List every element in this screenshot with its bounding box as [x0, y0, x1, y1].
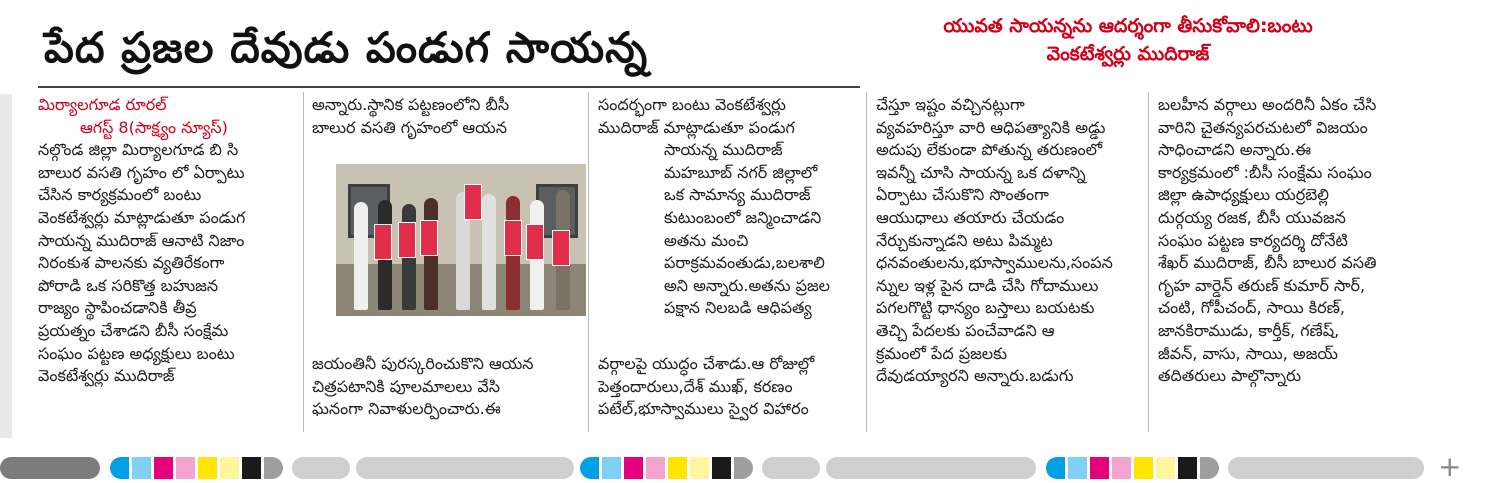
photo-poster — [504, 220, 522, 256]
text-line: వెంకటేశ్వర్లు ముదిరాజ్ — [38, 366, 175, 386]
color-swatch — [1156, 457, 1175, 479]
text-line: తదితరులు పాల్గొన్నారు — [1158, 366, 1302, 386]
color-swatch — [1090, 457, 1109, 479]
color-swatch — [1200, 457, 1219, 479]
color-swatch — [110, 457, 129, 479]
text-line: గృహ వార్డెన్ తరుణ్ కుమార్ సార్, — [1158, 275, 1366, 295]
text-line: అతను మంచి — [664, 230, 749, 250]
color-swatch — [712, 457, 731, 479]
column-2 — [312, 94, 582, 139]
text-line: కార్యక్రమంలో :బీసీ సంక్షేమ సంఘం — [1158, 162, 1372, 182]
text-line: పరాక్రమవంతుడు,బలశాలి — [664, 253, 825, 273]
dateline-place: మిర్యాలగూడ రూరల్ — [38, 95, 167, 114]
column-divider — [1148, 92, 1149, 432]
color-bar-pill — [826, 457, 1036, 479]
color-bar-pill — [292, 457, 350, 479]
column-divider — [303, 92, 304, 432]
text-line: తెచ్చి పేదలకు పంచేవాడని ఆ — [876, 320, 1055, 340]
color-swatch — [1178, 457, 1197, 479]
text-line: చేస్తూ ఇష్టం వచ్చినట్లుగా — [876, 95, 1025, 114]
color-swatch — [690, 457, 709, 479]
color-swatch — [264, 457, 283, 479]
text-line: ఆయుధాలు తయారు చేయడం — [876, 207, 1065, 227]
text-line: మహబూబ్ నగర్ జిల్లాలో — [664, 162, 818, 182]
column-2-lower — [312, 353, 582, 421]
text-line: ఘనంగా నివాళులర్పించారు.ఈ — [312, 399, 501, 419]
color-swatch — [176, 457, 195, 479]
color-swatch — [624, 457, 643, 479]
text-line: వ్యవహరిస్తూ వారి ఆధిపత్యానికి అడ్డు — [876, 117, 1106, 137]
text-line: పటేల్,భూస్వాములు స్వైర విహారం — [598, 399, 809, 419]
text-line: క్రమంలో పేద ప్రజలకు — [876, 343, 1008, 363]
text-line: ధనవంతులను,భూస్వాములను,సంపన — [876, 253, 1113, 273]
text-line: పగలగొట్టి ధాన్యం బస్తాలు బయటకు — [876, 298, 1095, 318]
text-line: సందర్భంగా బంటు వెంకటేశ్వర్లు — [598, 95, 786, 114]
color-bar-pill — [0, 457, 100, 479]
group-photo — [336, 164, 586, 316]
text-line: న్నుల ఇళ్ల పైన దాడి చేసి గోదాములు — [876, 275, 1099, 295]
color-swatch — [1046, 457, 1065, 479]
text-line: సాయన్న ముదిరాజ్ — [664, 140, 783, 160]
article-headline: పేద ప్రజల దేవుడు పండుగ సాయన్న — [44, 23, 649, 72]
color-bar-pill — [762, 457, 820, 479]
text-line: వర్గాలపై యుద్ధం చేశాడు.ఆ రోజుల్లో — [598, 354, 815, 373]
color-swatch — [220, 457, 239, 479]
registration-plus-icon: + — [1438, 450, 1462, 483]
text-line: ఏర్పాటు చేసుకొని సొంతంగా — [876, 185, 1049, 205]
text-line: సంఘం పట్టణ కార్యదర్శి దోనేటి — [1158, 230, 1348, 250]
photo-poster — [552, 230, 570, 266]
text-line: కుటుంబంలో జన్మించాడని — [664, 207, 822, 227]
subhead-line-2: వెంకటేశ్వర్లు ముదిరాజ్ — [1046, 43, 1210, 65]
text-line: నల్గొండ జిల్లా మిర్యాలగూడ బి సి — [38, 140, 239, 160]
text-line: సాధించాడని అన్నారు.ఈ — [1158, 140, 1312, 160]
photo-poster — [398, 222, 416, 258]
text-line: పక్షాన నిలబడి ఆధిపత్య — [664, 298, 812, 318]
text-line: ఇవన్నీ చూసి సాయన్న ఒక దళాన్ని — [876, 162, 1086, 182]
color-swatch — [154, 457, 173, 479]
article-subhead — [848, 12, 1408, 68]
text-line: అదుపు లేకుండా పోతున్న తరుణంలో — [876, 140, 1103, 160]
text-line: బాలుర వసతి గృహం లో ఏర్పాటు — [38, 162, 245, 182]
column-4 — [876, 94, 1146, 388]
color-swatch — [668, 457, 687, 479]
text-line: పెత్తందారులు,దేశ్ ముఖ్, కరణం — [598, 376, 793, 396]
text-line: నేర్చుకున్నాడని అటు పిమ్మట — [876, 230, 1053, 250]
text-line: బాలుర వసతి గృహంలో ఆయన — [312, 117, 507, 137]
text-line: వెంకటేశ్వర్లు మాట్లాడుతూ పండుగ — [38, 207, 246, 227]
margin-strip — [0, 94, 12, 438]
text-line: దుర్గయ్య రజక, బీసీ యువజన — [1158, 207, 1346, 227]
text-line: శేఖర్ ముదిరాజ్, బీసీ బాలుర వసతి — [1158, 253, 1377, 273]
photo-poster — [420, 220, 438, 256]
color-swatch — [198, 457, 217, 479]
color-swatch — [580, 457, 599, 479]
text-line: పోరాడి ఒక సరికొత్త బహుజన — [38, 275, 219, 295]
color-swatch — [242, 457, 261, 479]
text-line: జయంతినీ పురస్కరించుకొని ఆయన — [312, 354, 534, 373]
color-swatch — [132, 457, 151, 479]
photo-poster — [464, 184, 482, 220]
text-line: అన్నారు.స్థానిక పట్టణంలోని బీసీ — [312, 95, 510, 114]
text-line: ఒక సామాన్య ముదిరాజ్ — [664, 185, 811, 205]
column-3-lower — [598, 353, 860, 421]
color-swatch — [1112, 457, 1131, 479]
color-bar-pill — [356, 457, 574, 479]
photo-person — [482, 194, 496, 310]
text-line: జానకిరాముడు, కార్తీక్, గణేష్, — [1158, 320, 1340, 340]
photo-person — [354, 202, 368, 310]
text-line: సంఘం పట్టణ అధ్యక్షులు బంటు — [38, 343, 235, 363]
text-line: ప్రయత్నం చేశాడని బీసీ సంక్షేమ — [38, 320, 229, 340]
column-3 — [598, 94, 860, 320]
text-line: జిల్లా ఉపాధ్యక్షులు యర్రబెల్లి — [1158, 185, 1329, 205]
color-bar-pill — [1228, 457, 1424, 479]
text-line: చిత్రపటానికి పూలమాలలు వేసి — [312, 376, 501, 396]
column-divider — [866, 92, 867, 432]
color-swatch — [602, 457, 621, 479]
text-line: దేవుడయ్యారని అన్నారు.బడుగు — [876, 366, 1074, 386]
color-swatch — [734, 457, 753, 479]
photo-poster — [526, 224, 544, 260]
text-line: బలహీన వర్గాలు అందరినీ ఏకం చేసి — [1158, 95, 1377, 114]
text-line: జీవన్, వాసు, సాయి, అజయ్ — [1158, 343, 1339, 363]
text-line: చేసిన కార్యక్రమంలో బంటు — [38, 185, 202, 205]
subhead-line-1: యువత సాయన్నను ఆదర్శంగా తీసుకోవాలి:బంటు — [943, 15, 1313, 37]
column-5 — [1158, 94, 1448, 388]
text-line: వారిని చైతన్యపరచుటలో విజయం — [1158, 117, 1368, 137]
column-divider — [588, 92, 589, 432]
color-swatch — [1068, 457, 1087, 479]
text-line: అని అన్నారు.అతను ప్రజల — [664, 275, 831, 295]
text-line: రాజ్యం స్థాపించడానికి తీవ్ర — [38, 298, 197, 318]
text-line: నిరంకుశ పాలనకు వ్యతిరేకంగా — [38, 253, 225, 273]
color-swatch — [646, 457, 665, 479]
text-line: చంటి, గోపీచంద్, సాయి కిరణ్, — [1158, 298, 1345, 318]
text-line: ముదిరాజ్ మాట్లాడుతూ పండుగ — [598, 117, 795, 137]
photo-poster — [374, 224, 392, 260]
headline-rule — [38, 86, 860, 88]
column-1 — [38, 94, 300, 388]
text-line: సాయన్న ముదిరాజ్ ఆనాటి నిజాం — [38, 230, 245, 250]
dateline-date: ఆగస్ట్ 8(సాక్ష్యం న్యూస్) — [80, 117, 228, 137]
color-swatch — [1134, 457, 1153, 479]
